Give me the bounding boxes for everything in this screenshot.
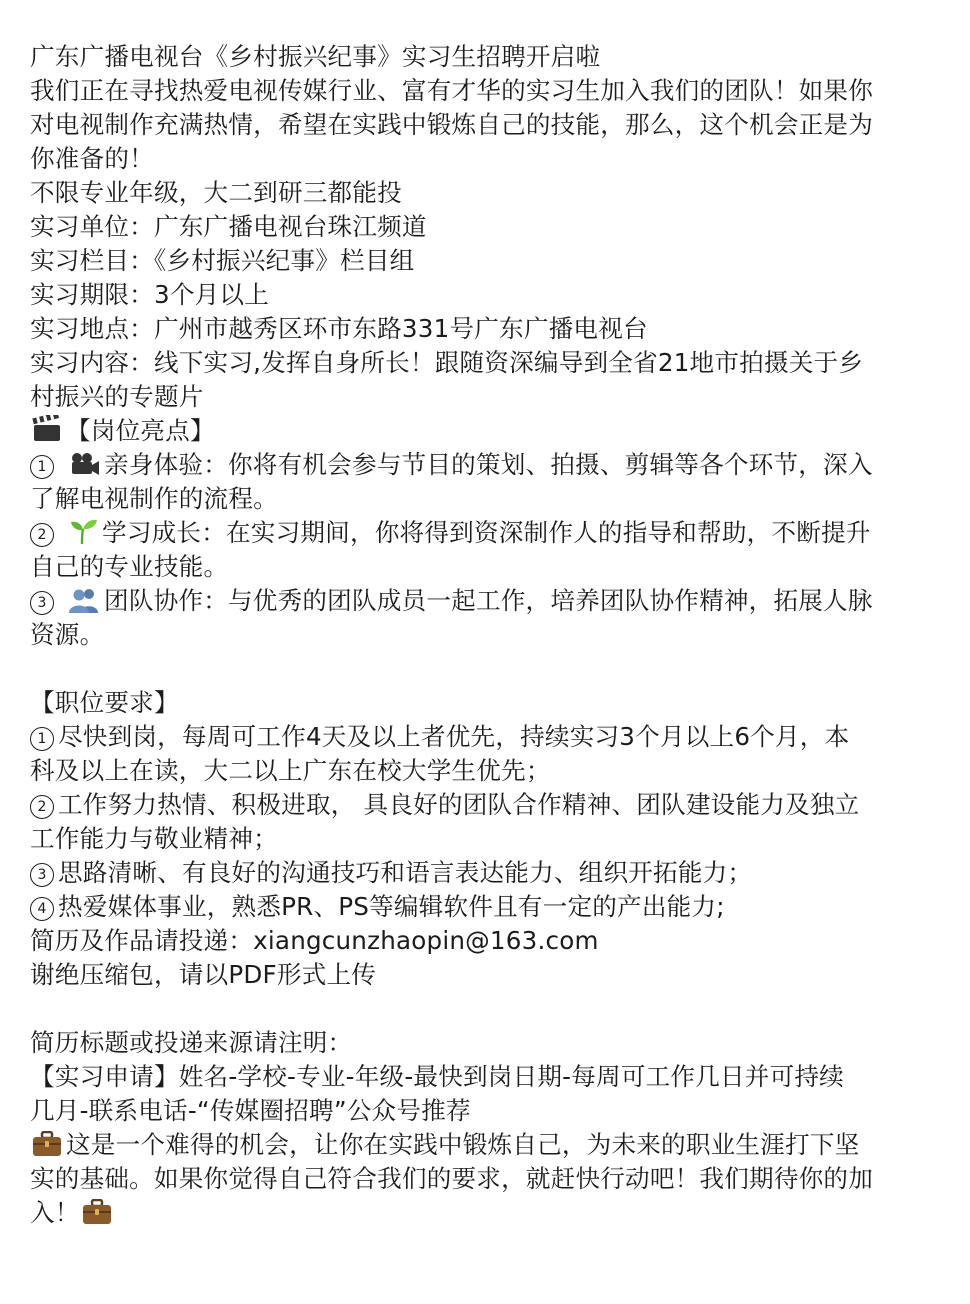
closing-text: 这是一个难得的机会，让你在实践中锻炼自己，为未来的职业生涯打下坚 — [66, 1130, 860, 1159]
circled-number: 1 — [30, 455, 54, 479]
closing-line-3 — [30, 1196, 942, 1230]
circled-number: 2 — [30, 795, 54, 819]
intro-line-1: 我们正在寻找热爱电视传媒行业、富有才华的实习生加入我们的团队！如果你 — [30, 76, 873, 105]
closing-line-1 — [30, 1128, 942, 1162]
unit-line: 实习单位：广东广播电视台珠江频道 — [30, 212, 427, 241]
location-line: 实习地点：广州市越秀区环市东路331号广东广播电视台 — [30, 314, 648, 343]
intro-line-3: 你准备的！ — [30, 144, 154, 173]
highlights-heading: 【岗位亮点】 — [66, 416, 215, 445]
requirement-item-1-cont: 科及以上在读，大二以上广东在校大学生优先； — [30, 756, 551, 785]
post-content — [30, 40, 942, 1230]
highlight-text: 亲身体验：你将有机会参与节目的策划、拍摄、剪辑等各个环节，深入 — [104, 450, 873, 479]
apply-note: 简历标题或投递来源请注明： — [30, 1028, 353, 1057]
highlight-text: 团队协作：与优秀的团队成员一起工作，培养团队协作精神，拓展人脉 — [104, 586, 873, 615]
briefcase-icon — [82, 1199, 112, 1234]
apply-format-line-2: 几月-联系电话-“传媒圈招聘”公众号推荐 — [30, 1096, 471, 1125]
intro-line-2: 对电视制作充满热情，希望在实践中锻炼自己的技能，那么，这个机会正是为 — [30, 110, 873, 139]
content-line-1: 实习内容：线下实习,发挥自身所长！跟随资深编导到全省21地市拍摄关于乡 — [30, 348, 864, 377]
apply-format-line-1: 【实习申请】姓名-学校-专业-年级-最快到岗日期-每周可工作几日并可持续 — [30, 1062, 844, 1091]
requirements-heading: 【职位要求】 — [30, 688, 179, 717]
requirement-item-1 — [30, 720, 942, 754]
circled-number: 1 — [30, 727, 54, 751]
highlight-item-3-cont: 资源。 — [30, 620, 105, 649]
circled-number: 2 — [30, 523, 54, 547]
requirement-text: 热爱媒体事业，熟悉PR、PS等编辑软件且有一定的产出能力; — [58, 892, 725, 921]
post-title: 广东广播电视台《乡村振兴纪事》实习生招聘开启啦 — [30, 42, 601, 71]
highlight-item-1-cont: 了解电视制作的流程。 — [30, 484, 278, 513]
highlight-item-1 — [30, 448, 942, 482]
email-line: 简历及作品请投递：xiangcunzhaopin@163.com — [30, 926, 599, 955]
eligibility-line: 不限专业年级，大二到研三都能投 — [30, 178, 402, 207]
seedling-icon — [68, 517, 98, 554]
clapperboard-icon — [32, 415, 62, 452]
spacer — [30, 652, 942, 686]
requirement-text: 工作努力热情、积极进取， 具良好的团队合作精神、团队建设能力及独立 — [58, 790, 860, 819]
circled-number: 3 — [30, 863, 54, 887]
requirement-text: 思路清晰、有良好的沟通技巧和语言表达能力、组织开拓能力； — [58, 858, 753, 887]
highlight-item-3 — [30, 584, 942, 618]
circled-number: 3 — [30, 591, 54, 615]
duration-line: 实习期限：3个月以上 — [30, 280, 269, 309]
briefcase-icon — [32, 1131, 62, 1166]
movie-camera-icon — [68, 451, 100, 486]
content-line-2: 村振兴的专题片 — [30, 382, 204, 411]
requirement-item-4 — [30, 890, 942, 924]
closing-text: 入！ — [30, 1198, 80, 1227]
requirement-text: 尽快到岗，每周可工作4天及以上者优先，持续实习3个月以上6个月，本 — [58, 722, 850, 751]
spacer — [30, 992, 942, 1026]
requirement-item-2-cont: 工作能力与敬业精神； — [30, 824, 278, 853]
highlight-item-2-cont: 自己的专业技能。 — [30, 552, 229, 581]
highlight-item-2 — [30, 516, 942, 550]
requirement-item-3 — [30, 856, 942, 890]
circled-number: 4 — [30, 897, 54, 921]
highlights-heading-row — [30, 414, 942, 448]
people-icon — [68, 587, 100, 622]
closing-line-2: 实的基础。如果你觉得自己符合我们的要求，就赶快行动吧！我们期待你的加 — [30, 1164, 873, 1193]
program-line: 实习栏目：《乡村振兴纪事》栏目组 — [30, 246, 415, 275]
requirement-item-2 — [30, 788, 942, 822]
highlight-text: 学习成长：在实习期间，你将得到资深制作人的指导和帮助，不断提升 — [102, 518, 871, 547]
format-line: 谢绝压缩包，请以PDF形式上传 — [30, 960, 377, 989]
